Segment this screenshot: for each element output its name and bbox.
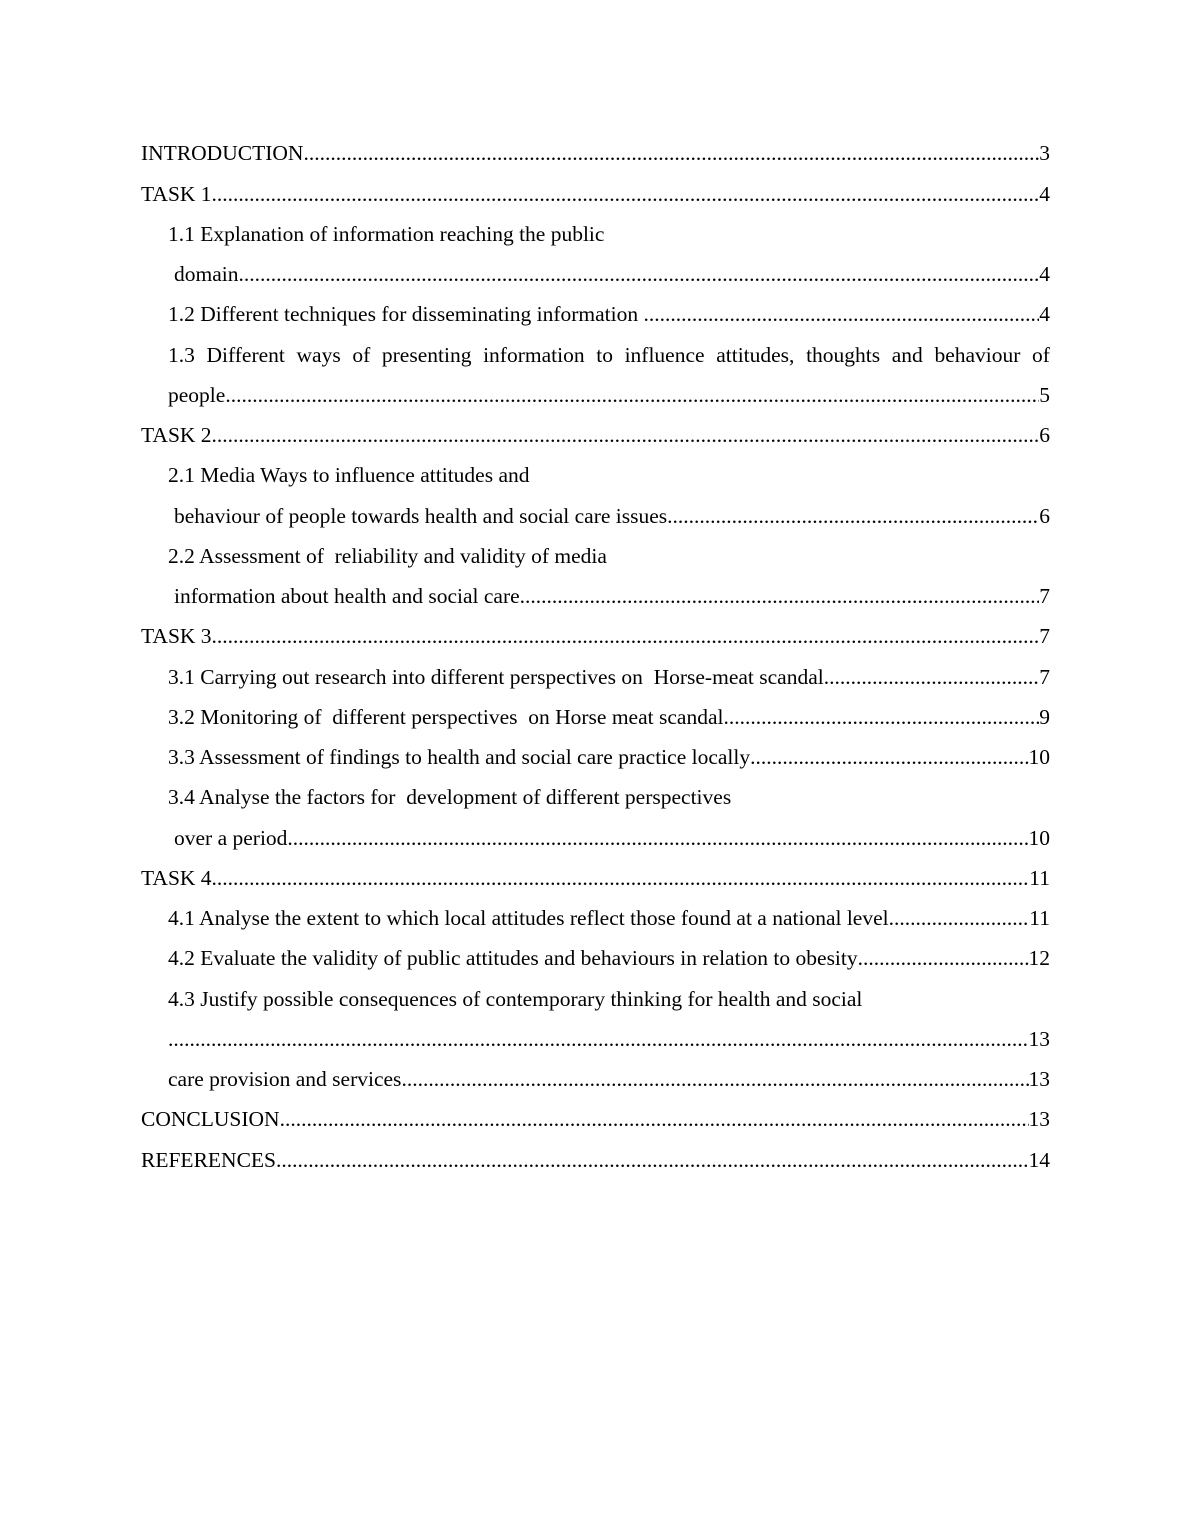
toc-entry-1-1-line2[interactable] — [141, 255, 1050, 295]
dot-leader — [401, 1069, 1028, 1091]
dot-leader — [667, 506, 1039, 528]
toc-entry-1-1-line1[interactable] — [141, 215, 1050, 255]
dot-leader — [520, 586, 1040, 608]
dot-leader — [723, 707, 1039, 729]
toc-entry-1-3-line1[interactable] — [141, 335, 1050, 375]
toc-word: 1.3 — [168, 342, 195, 367]
toc-entry-title: behaviour of people towards health and social care issues — [174, 503, 668, 528]
toc-entry-4-1[interactable] — [141, 899, 1050, 939]
toc-word: behaviour — [934, 342, 1021, 367]
dot-leader — [212, 184, 1040, 206]
toc-page-number: 6 — [1039, 423, 1050, 448]
toc-entry-title: 4.2 Evaluate the validity of public attitudes and behaviours in relation to obesity — [168, 946, 858, 971]
toc-entry-title: 2.1 Media Ways to influence attitudes and — [168, 463, 530, 488]
toc-word: influence — [624, 342, 705, 367]
toc-page-number: 13 — [1028, 1067, 1050, 1092]
toc-entry-title: 3.3 Assessment of findings to health and social care practice locally — [168, 745, 751, 770]
toc-entry-task3[interactable] — [141, 617, 1050, 657]
toc-entry-title: 3.1 Carrying out research into different perspectives on Horse-meat scandal — [168, 664, 824, 689]
toc-entry-title: 4.1 Analyse the extent to which local attitudes reflect those found at a national level — [168, 906, 889, 931]
toc-entry-2-2-line1[interactable] — [141, 537, 1050, 577]
toc-entry-title: TASK 2 — [141, 423, 212, 448]
toc-entry-title: care provision and services — [168, 1067, 402, 1092]
toc-page-number: 12 — [1028, 946, 1050, 971]
toc-entry-title: domain — [174, 262, 239, 287]
toc-entry-title: information about health and social care — [174, 584, 520, 609]
toc-word: thoughts — [806, 342, 881, 367]
toc-word: information — [483, 342, 585, 367]
dot-leader — [750, 747, 1028, 769]
toc-entry-4-3-line3[interactable] — [141, 1060, 1050, 1100]
dot-leader — [889, 908, 1030, 930]
toc-entry-title: INTRODUCTION — [141, 141, 304, 166]
toc-page-number: 10 — [1028, 745, 1050, 770]
toc-entry-3-2[interactable] — [141, 698, 1050, 738]
toc-entry-2-2-line2[interactable] — [141, 577, 1050, 617]
toc-page-number: 7 — [1039, 624, 1050, 649]
toc-word: Different — [206, 342, 285, 367]
toc-page-number: 4 — [1039, 302, 1050, 327]
toc-word: attitudes, — [716, 342, 795, 367]
toc-entry-title: TASK 3 — [141, 624, 212, 649]
dot-leader — [212, 425, 1040, 447]
toc-entry-introduction[interactable] — [141, 134, 1050, 174]
toc-page-number: 11 — [1029, 906, 1050, 931]
toc-entry-title: TASK 1 — [141, 181, 212, 206]
toc-page-number: 11 — [1029, 865, 1050, 890]
dot-leader — [239, 264, 1040, 286]
toc-entry-2-1-line2[interactable] — [141, 496, 1050, 536]
toc-entry-3-1[interactable] — [141, 657, 1050, 697]
dot-leader — [168, 1029, 1029, 1051]
dot-leader — [287, 828, 1028, 850]
toc-entry-title: REFERENCES — [141, 1147, 276, 1172]
dot-leader — [303, 143, 1039, 165]
dot-leader — [643, 304, 1039, 326]
toc-entry-title: 1.2 Different techniques for disseminating information — [168, 302, 644, 327]
toc-page-number: 6 — [1039, 503, 1050, 528]
toc-entry-title: 1.1 Explanation of information reaching the public — [168, 221, 605, 246]
dot-leader — [225, 385, 1039, 407]
toc-entry-task2[interactable] — [141, 416, 1050, 456]
toc-entry-title: over a period — [174, 825, 288, 850]
toc-word: and — [891, 342, 923, 367]
toc-entry-conclusion[interactable] — [141, 1100, 1050, 1140]
toc-word: presenting — [381, 342, 472, 367]
dot-leader — [858, 948, 1029, 970]
toc-entry-1-3-line2[interactable] — [141, 376, 1050, 416]
toc-entry-title: 2.2 Assessment of reliability and validity of media — [168, 543, 607, 568]
toc-page-number: 7 — [1039, 664, 1050, 689]
toc-entry-references[interactable] — [141, 1140, 1050, 1180]
toc-word: of — [352, 342, 371, 367]
toc-word: of — [1032, 342, 1050, 367]
toc-entry-3-3[interactable] — [141, 738, 1050, 778]
toc-entry-task4[interactable] — [141, 859, 1050, 899]
toc-page-number: 13 — [1028, 1107, 1050, 1132]
dot-leader — [212, 626, 1040, 648]
toc-page-number: 7 — [1039, 584, 1050, 609]
toc-word: to — [596, 342, 613, 367]
toc-entry-title: CONCLUSION — [141, 1107, 280, 1132]
toc-word: ways — [296, 342, 341, 367]
toc-page-number: 13 — [1028, 1026, 1050, 1051]
toc-entry-1-2[interactable] — [141, 295, 1050, 335]
toc-page-number: 5 — [1039, 382, 1050, 407]
toc-entry-task1[interactable] — [141, 174, 1050, 214]
toc-page-number: 3 — [1039, 141, 1050, 166]
toc-entry-title: 3.2 Monitoring of different perspectives on Horse meat scandal — [168, 704, 724, 729]
toc-entry-title: TASK 4 — [141, 865, 212, 890]
toc-entry-title: 4.3 Justify possible consequences of contemporary thinking for health and social — [168, 986, 863, 1011]
toc-entry-title: 3.4 Analyse the factors for development of different perspectives — [168, 785, 732, 810]
toc-entry-4-2[interactable] — [141, 939, 1050, 979]
toc-page-number: 4 — [1039, 181, 1050, 206]
dot-leader — [276, 1150, 1029, 1172]
toc-page-number: 10 — [1028, 825, 1050, 850]
dot-leader — [280, 1109, 1029, 1131]
dot-leader — [824, 667, 1040, 689]
toc-entry-2-1-line1[interactable] — [141, 456, 1050, 496]
dot-leader — [212, 868, 1030, 890]
table-of-contents — [141, 134, 1050, 1181]
toc-entry-4-3-line2[interactable] — [141, 1020, 1050, 1060]
toc-entry-title: people — [168, 382, 226, 407]
toc-entry-3-4-line2[interactable] — [141, 818, 1050, 858]
toc-page-number: 14 — [1028, 1147, 1050, 1172]
toc-page-number: 9 — [1039, 704, 1050, 729]
toc-entry-3-4-line1[interactable] — [141, 778, 1050, 818]
toc-entry-4-3-line1[interactable] — [141, 979, 1050, 1019]
toc-page-number: 4 — [1039, 262, 1050, 287]
